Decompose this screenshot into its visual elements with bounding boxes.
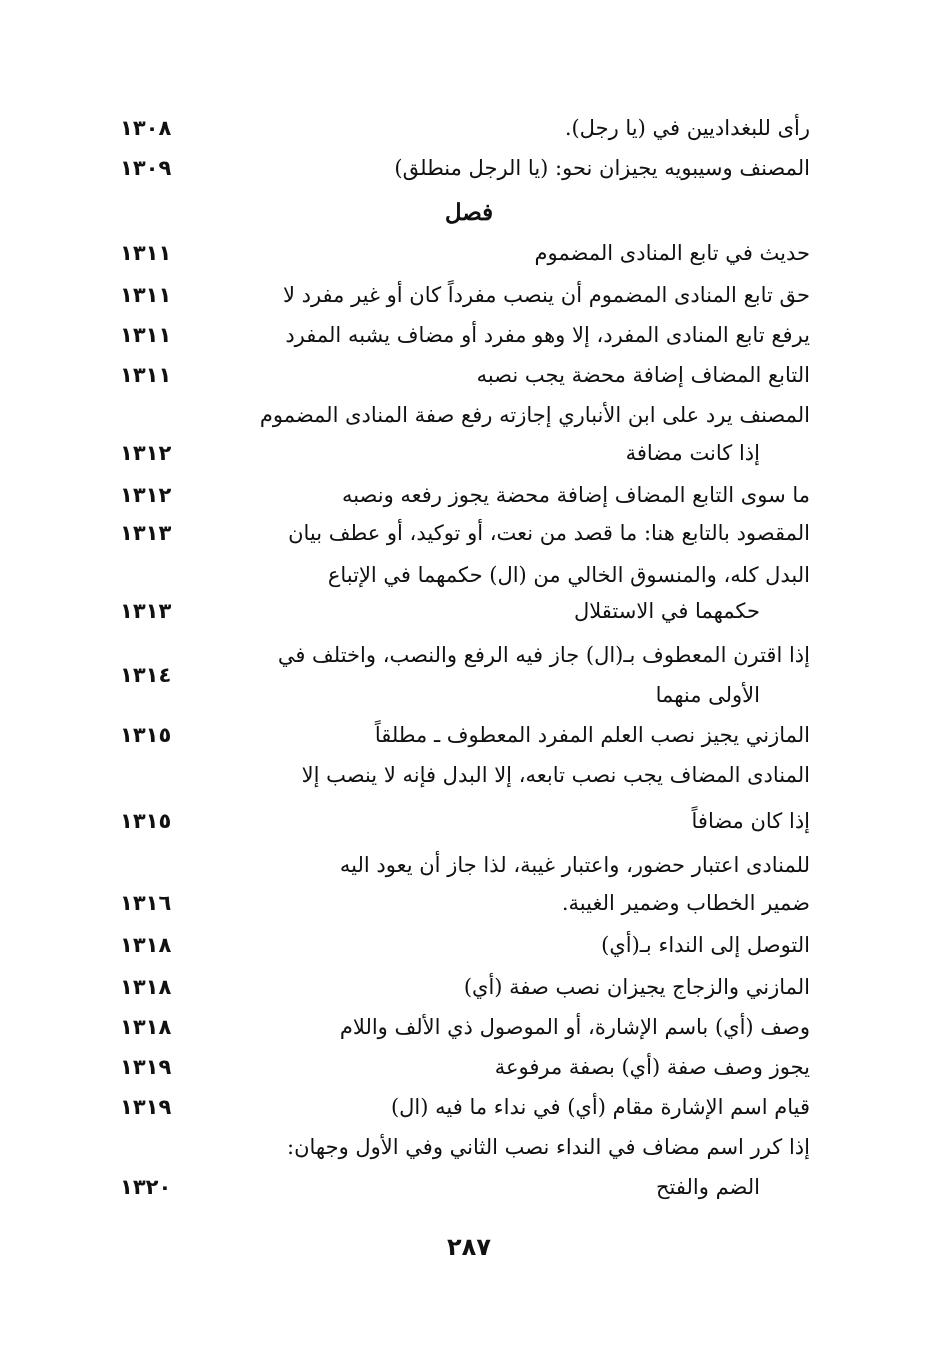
entry-page-number: ١٣١١ [120,283,172,307]
entry-page-number: ١٣١٨ [120,975,172,999]
entry-page-number: ١٣١٥ [120,723,172,747]
entry-text: ضمير الخطاب وضمير الغيبة. [561,891,810,915]
entry-text: إذا كانت مضافة [625,441,760,465]
entry-text: ما سوى التابع المضاف إضافة محضة يجوز رفعه ونصبه [341,483,810,507]
entry-page-number: ١٣٠٨ [120,116,172,140]
entry-text: المصنف وسيبويه يجيزان نحو: (يا الرجل منطلق) [394,156,810,180]
entry-page-number: ١٣١٨ [120,1015,172,1039]
entry-page-number: ١٣٢٠ [120,1175,172,1199]
section-heading: فصل [444,199,494,226]
entry-page-number: ١٣١١ [120,241,172,265]
entry-page-number: ١٣١٦ [120,891,172,915]
entry-page-number: ١٣٠٩ [120,156,172,180]
entry-text: للمنادى اعتبار حضور، واعتبار غيبة، لذا جاز أن يعود اليه [339,853,810,877]
entry-page-number: ١٣١٤ [120,663,172,687]
entry-text: المصنف يرد على ابن الأنباري إجازته رفع صفة المنادى المضموم [259,403,810,427]
entry-page-number: ١٣١٥ [120,809,172,833]
entry-text: البدل كله، والمنسوق الخالي من (ال) حكمهما في الإتباع [327,563,810,587]
entry-text: حق تابع المنادى المضموم أن ينصب مفرداً كان أو غير مفرد لا [282,283,810,307]
entry-text: المازني والزجاج يجيزان نصب صفة (أي) [463,975,810,999]
entry-page-number: ١٣١١ [120,323,172,347]
entry-text: قيام اسم الإشارة مقام (أي) في نداء ما فيه (ال) [390,1095,810,1119]
entry-text: رأى للبغداديين في (يا رجل). [564,116,810,140]
entry-page-number: ١٣١٣ [120,521,172,545]
page-number: ٢٨٧ [447,1233,491,1261]
entry-text: حديث في تابع المنادى المضموم [534,241,810,265]
entry-page-number: ١٣١٨ [120,933,172,957]
entry-text: التوصل إلى النداء بـ(أي) [601,933,810,957]
entry-text: إذا كرر اسم مضاف في النداء نصب الثاني وفي الأول وجهان: [287,1135,810,1159]
entry-text: الأولى منهما [655,683,760,707]
entry-text: التابع المضاف إضافة محضة يجب نصبه [476,363,810,387]
entry-text: يجوز وصف صفة (أي) بصفة مرفوعة [494,1055,810,1079]
entry-page-number: ١٣١٣ [120,599,172,623]
entry-text: إذا كان مضافاً [691,809,810,833]
entry-text: يرفع تابع المنادى المفرد، إلا وهو مفرد أو مضاف يشبه المفرد [285,323,810,347]
entry-text: إذا اقترن المعطوف بـ(ال) جاز فيه الرفع والنصب، واختلف في [277,643,810,667]
entry-page-number: ١٣١٩ [120,1095,172,1119]
entry-page-number: ١٣١٩ [120,1055,172,1079]
entry-page-number: ١٣١١ [120,363,172,387]
entry-text: المنادى المضاف يجب نصب تابعه، إلا البدل فإنه لا ينصب إلا [301,763,810,787]
entry-text: المازني يجيز نصب العلم المفرد المعطوف ـ مطلقاً [374,723,810,747]
entry-text: وصف (أي) باسم الإشارة، أو الموصول ذي الألف واللام [339,1015,810,1039]
entry-page-number: ١٣١٢ [120,483,172,507]
entry-text: المقصود بالتابع هنا: ما قصد من نعت، أو توكيد، أو عطف بيان [288,521,810,545]
entry-text: حكمهما في الاستقلال [574,599,760,623]
entry-page-number: ١٣١٢ [120,441,172,465]
entry-text: الضم والفتح [656,1175,760,1199]
